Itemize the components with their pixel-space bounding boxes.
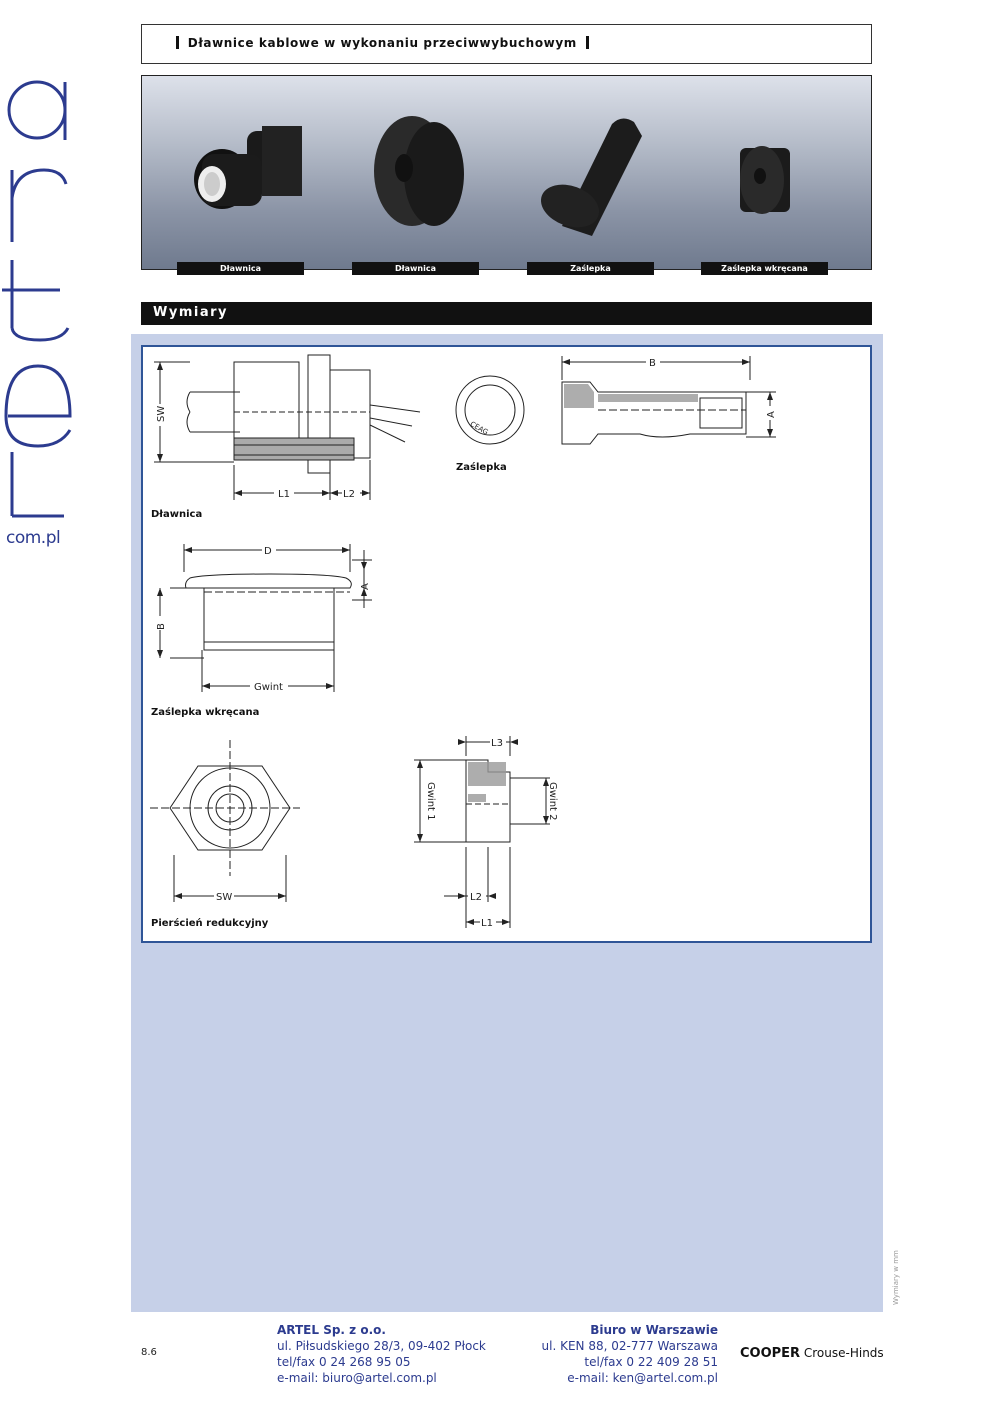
pierscien-gwint1-label: Gwint 1 bbox=[425, 782, 436, 821]
wkrecana-gwint-label: Gwint bbox=[254, 682, 283, 693]
dlawnica-l1-label: L1 bbox=[278, 489, 290, 500]
drawing-zaslepka-front bbox=[450, 370, 530, 450]
zaslepka-a-label: A bbox=[766, 411, 777, 418]
drawing-zaslepka-side bbox=[550, 352, 790, 452]
wkrecana-b-label: B bbox=[156, 623, 167, 630]
zaslepka-b-label: B bbox=[649, 358, 656, 369]
section-title: Wymiary bbox=[153, 305, 228, 320]
company-name: ARTEL Sp. z o.o. bbox=[277, 1323, 386, 1337]
pierscien-sw-label: SW bbox=[216, 892, 233, 903]
drawing-dlawnica bbox=[150, 350, 440, 505]
units-note: Wymiary w mm bbox=[892, 1250, 900, 1305]
zaslepka-stamp: CEAG bbox=[468, 420, 490, 437]
pierscien-l3-label: L3 bbox=[491, 738, 503, 749]
section-header bbox=[141, 302, 872, 325]
company-phone: tel/fax 0 24 268 95 05 bbox=[277, 1355, 411, 1369]
drawing-pierscien-side bbox=[410, 732, 570, 932]
brand-rest: Crouse-Hinds bbox=[800, 1346, 884, 1360]
artel-logo bbox=[0, 70, 80, 550]
photo-label-4: Zaślepka wkręcana bbox=[701, 262, 828, 275]
gland-photo-1 bbox=[194, 126, 302, 209]
office-email[interactable]: e-mail: ken@artel.com.pl bbox=[567, 1371, 718, 1385]
wkrecana-a-label: A bbox=[360, 583, 371, 590]
photo-label-1: Dławnica bbox=[177, 262, 304, 275]
caption-zaslepka-wkrecana: Zaślepka wkręcana bbox=[151, 707, 260, 718]
page-title bbox=[176, 36, 589, 50]
caption-pierscien: Pierścień redukcyjny bbox=[151, 918, 269, 929]
page-number: 8.6 bbox=[141, 1347, 157, 1358]
brand-bold: COOPER bbox=[740, 1346, 801, 1361]
caption-zaslepka: Zaślepka bbox=[456, 462, 507, 473]
company-address: ul. Piłsudskiego 28/3, 09-402 Płock bbox=[277, 1339, 486, 1353]
company-email[interactable]: e-mail: biuro@artel.com.pl bbox=[277, 1371, 437, 1385]
cooper-crouse-hinds-logo bbox=[740, 1346, 884, 1361]
drawing-zaslepka-wkrecana bbox=[150, 540, 380, 700]
office-name: Biuro w Warszawie bbox=[590, 1323, 718, 1337]
photo-label-3: Zaślepka bbox=[527, 262, 654, 275]
pierscien-l1-label: L1 bbox=[481, 918, 493, 929]
company-address-block bbox=[277, 1322, 486, 1386]
dlawnica-sw-label: SW bbox=[156, 405, 167, 422]
pierscien-l2-label: L2 bbox=[470, 892, 482, 903]
logo-subtitle: com.pl bbox=[6, 528, 61, 548]
page-title-text: Dławnice kablowe w wykonaniu przeciwwybuchowym bbox=[187, 36, 577, 50]
cap-photo bbox=[535, 118, 642, 236]
caption-dlawnica: Dławnica bbox=[151, 509, 203, 520]
gland-photo-2 bbox=[374, 116, 464, 226]
drawing-pierscien-front bbox=[150, 740, 310, 910]
title-bar-left bbox=[176, 36, 179, 49]
product-photos bbox=[142, 76, 871, 269]
photo-label-2: Dławnica bbox=[352, 262, 479, 275]
wkrecana-d-label: D bbox=[264, 546, 272, 557]
title-bar-right bbox=[586, 36, 589, 49]
product-photo-band bbox=[141, 75, 872, 270]
office-address: ul. KEN 88, 02-777 Warszawa bbox=[541, 1339, 718, 1353]
office-phone: tel/fax 0 22 409 28 51 bbox=[584, 1355, 718, 1369]
office-address-block bbox=[542, 1322, 718, 1386]
pierscien-gwint2-label: Gwint 2 bbox=[547, 782, 558, 821]
screw-cap-photo bbox=[740, 146, 790, 214]
dlawnica-l2-label: L2 bbox=[343, 489, 355, 500]
